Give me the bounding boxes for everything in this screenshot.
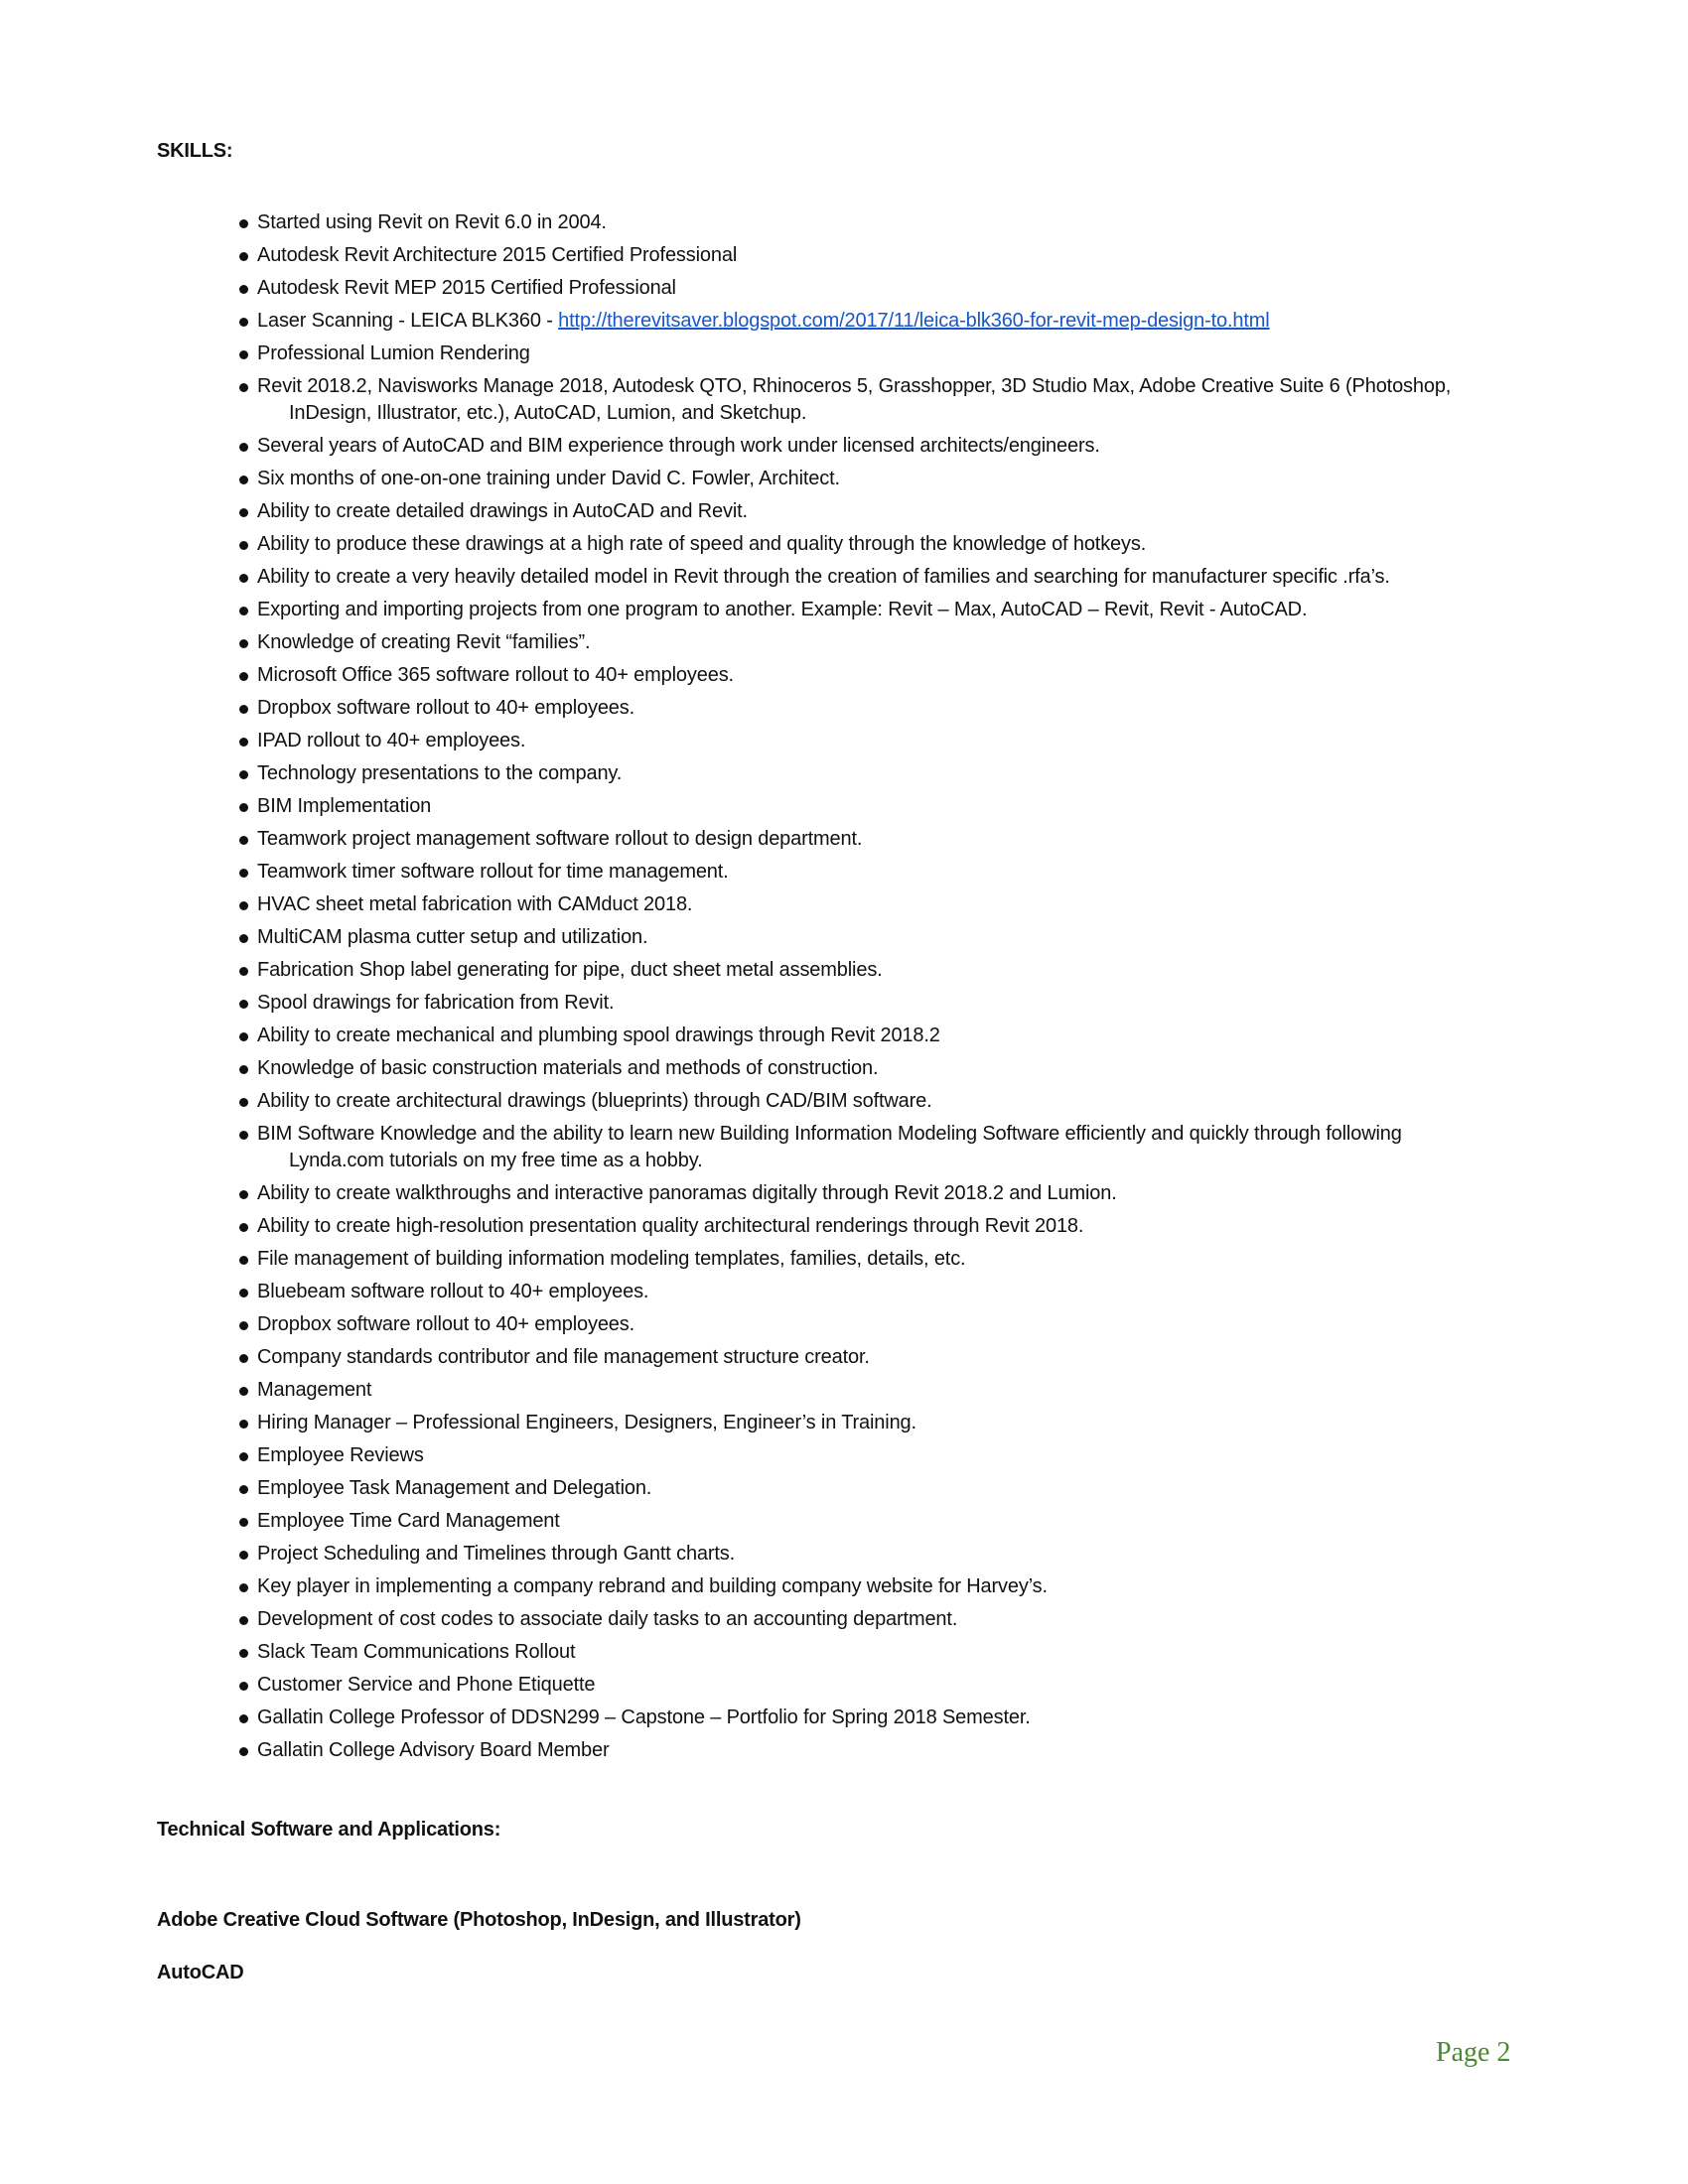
bullet-icon [239, 770, 248, 779]
bullet-icon [239, 285, 248, 294]
skill-item [0, 1180, 1688, 1213]
skill-item [0, 433, 1688, 466]
skill-text: Spool drawings for fabrication from Revit. [257, 992, 615, 1014]
skill-item [0, 1737, 1688, 1770]
skill-item [0, 957, 1688, 990]
skill-item [0, 466, 1688, 498]
bullet-icon [239, 1098, 248, 1107]
bullet-icon [239, 219, 248, 228]
skill-item [0, 373, 1688, 433]
bullet-icon [239, 967, 248, 976]
skill-text: Gallatin College Advisory Board Member [257, 1739, 610, 1761]
skill-item [0, 1279, 1688, 1311]
autocad-heading: AutoCAD [157, 1962, 244, 1983]
bullet-icon [239, 1032, 248, 1041]
skill-item [0, 1311, 1688, 1344]
skill-text: Laser Scanning - LEICA BLK360 - [257, 310, 559, 332]
skill-item [0, 1055, 1688, 1088]
skill-text: Ability to create detailed drawings in AutoCAD and Revit. [257, 500, 748, 522]
skill-text: Dropbox software rollout to 40+ employees. [257, 1313, 635, 1335]
skill-text: Development of cost codes to associate daily tasks to an accounting department. [257, 1608, 958, 1630]
skill-item [0, 242, 1688, 275]
skill-item [0, 924, 1688, 957]
skill-text: Project Scheduling and Timelines through Gantt charts. [257, 1543, 736, 1565]
skill-item [0, 1246, 1688, 1279]
skill-text: Bluebeam software rollout to 40+ employees. [257, 1281, 649, 1302]
skill-text: Ability to create a very heavily detailed model in Revit through the creation of families and searching for manufacturer specific .rfa’s. [257, 566, 1390, 588]
skill-item [0, 1639, 1688, 1672]
bullet-icon [239, 1000, 248, 1009]
skill-item [0, 1541, 1688, 1573]
skill-text: Knowledge of basic construction materials and methods of construction. [257, 1057, 879, 1079]
bullet-icon [239, 1452, 248, 1461]
skill-item [0, 1410, 1688, 1442]
skill-text: Slack Team Communications Rollout [257, 1641, 576, 1663]
skill-text: Ability to create architectural drawings (blueprints) through CAD/BIM software. [257, 1090, 932, 1112]
skill-text: Technology presentations to the company. [257, 762, 623, 784]
skill-item [0, 597, 1688, 629]
bullet-icon [239, 1223, 248, 1232]
bullet-icon [239, 443, 248, 452]
skill-item [0, 1344, 1688, 1377]
skill-item [0, 531, 1688, 564]
bullet-icon [239, 705, 248, 714]
bullet-icon [239, 639, 248, 648]
skill-text: Six months of one-on-one training under David C. Fowler, Architect. [257, 468, 840, 489]
skill-item [0, 728, 1688, 760]
bullet-icon [239, 1485, 248, 1494]
skill-text: Started using Revit on Revit 6.0 in 2004. [257, 211, 607, 233]
skill-text: Management [257, 1379, 372, 1401]
skill-item [0, 1672, 1688, 1705]
skill-text-continuation: InDesign, Illustrator, etc.), AutoCAD, Lumion, and Sketchup. [289, 402, 807, 424]
bullet-icon [239, 836, 248, 845]
bullet-icon [239, 869, 248, 878]
bullet-icon [239, 1354, 248, 1363]
technical-software-heading: Technical Software and Applications: [157, 1819, 501, 1841]
skill-item [0, 662, 1688, 695]
skill-text: Fabrication Shop label generating for pipe, duct sheet metal assemblies. [257, 959, 883, 981]
skill-text: File management of building information modeling templates, families, details, etc. [257, 1248, 966, 1270]
skill-text: Ability to produce these drawings at a high rate of speed and quality through the knowledge of hotkeys. [257, 533, 1147, 555]
bullet-icon [239, 672, 248, 681]
bullet-icon [239, 1256, 248, 1265]
skill-text: Employee Reviews [257, 1444, 424, 1466]
skill-item [0, 275, 1688, 308]
bullet-icon [239, 738, 248, 747]
bullet-icon [239, 574, 248, 583]
skill-text: Employee Time Card Management [257, 1510, 560, 1532]
bullet-icon [239, 1649, 248, 1658]
bullet-icon [239, 1190, 248, 1199]
skill-text: Key player in implementing a company rebrand and building company website for Harvey’s. [257, 1575, 1048, 1597]
bullet-icon [239, 1065, 248, 1074]
bullet-icon [239, 1420, 248, 1429]
bullet-icon [239, 476, 248, 484]
skill-text: Ability to create mechanical and plumbing spool drawings through Revit 2018.2 [257, 1024, 940, 1046]
skill-item [0, 1023, 1688, 1055]
skill-item [0, 1088, 1688, 1121]
page-number: Page 2 [1436, 2037, 1511, 2068]
skill-text: Knowledge of creating Revit “families”. [257, 631, 591, 653]
bullet-icon [239, 1289, 248, 1297]
bullet-icon [239, 1682, 248, 1691]
skill-text: Gallatin College Professor of DDSN299 – Capstone – Portfolio for Spring 2018 Semester. [257, 1706, 1031, 1728]
skill-text: Hiring Manager – Professional Engineers, Designers, Engineer’s in Training. [257, 1412, 916, 1433]
skill-item [0, 1442, 1688, 1475]
bullet-icon [239, 1321, 248, 1330]
skill-item [0, 1573, 1688, 1606]
skills-heading: SKILLS: [157, 140, 233, 162]
blog-link[interactable]: http://therevitsaver.blogspot.com/2017/11/leica-blk360-for-revit-mep-design-to.html [558, 310, 1270, 332]
skill-text: Teamwork project management software rollout to design department. [257, 828, 863, 850]
skill-item [0, 629, 1688, 662]
skill-item [0, 793, 1688, 826]
skill-text: Ability to create walkthroughs and interactive panoramas digitally through Revit 2018.2 and Lumion. [257, 1182, 1117, 1204]
bullet-icon [239, 252, 248, 261]
skill-text: Autodesk Revit MEP 2015 Certified Professional [257, 277, 676, 299]
skill-text: Company standards contributor and file management structure creator. [257, 1346, 870, 1368]
skill-text: BIM Implementation [257, 795, 432, 817]
skill-item [0, 308, 1688, 341]
skill-item [0, 1705, 1688, 1737]
skills-list [0, 209, 1688, 1770]
skill-item [0, 695, 1688, 728]
skill-item [0, 1213, 1688, 1246]
skill-item [0, 1475, 1688, 1508]
skill-text: Teamwork timer software rollout for time management. [257, 861, 729, 883]
skill-item [0, 1508, 1688, 1541]
bullet-icon [239, 901, 248, 910]
skill-item [0, 859, 1688, 891]
bullet-icon [239, 934, 248, 943]
bullet-icon [239, 1387, 248, 1396]
skill-text: Microsoft Office 365 software rollout to 40+ employees. [257, 664, 734, 686]
skill-text: HVAC sheet metal fabrication with CAMduct 2018. [257, 893, 693, 915]
bullet-icon [239, 1131, 248, 1140]
skill-item [0, 564, 1688, 597]
skill-item [0, 990, 1688, 1023]
skill-item [0, 760, 1688, 793]
bullet-icon [239, 350, 248, 359]
bullet-icon [239, 1583, 248, 1592]
adobe-software-heading: Adobe Creative Cloud Software (Photoshop, InDesign, and Illustrator) [157, 1909, 801, 1931]
skill-text: Dropbox software rollout to 40+ employees. [257, 697, 635, 719]
skill-text: Autodesk Revit Architecture 2015 Certified Professional [257, 244, 738, 266]
bullet-icon [239, 1551, 248, 1560]
skill-item [0, 209, 1688, 242]
skill-text: Revit 2018.2, Navisworks Manage 2018, Autodesk QTO, Rhinoceros 5, Grasshopper, 3D Studio Max, Adobe Creative Suite 6 (Photoshop, [257, 375, 1452, 397]
skill-item [0, 891, 1688, 924]
skill-text: BIM Software Knowledge and the ability to learn new Building Information Modeling Software efficiently and quickly through following [257, 1123, 1402, 1145]
skill-text: MultiCAM plasma cutter setup and utilization. [257, 926, 648, 948]
bullet-icon [239, 541, 248, 550]
bullet-icon [239, 1616, 248, 1625]
skill-text: Ability to create high-resolution presentation quality architectural renderings through Revit 2018. [257, 1215, 1084, 1237]
skill-item [0, 826, 1688, 859]
skill-text: Employee Task Management and Delegation. [257, 1477, 652, 1499]
bullet-icon [239, 318, 248, 327]
bullet-icon [239, 508, 248, 517]
skill-text: Exporting and importing projects from one program to another. Example: Revit – Max, AutoCAD – Revit, Revit - AutoCAD. [257, 599, 1308, 620]
bullet-icon [239, 1714, 248, 1723]
skill-text: Several years of AutoCAD and BIM experience through work under licensed architects/engineers. [257, 435, 1100, 457]
skill-text-continuation: Lynda.com tutorials on my free time as a hobby. [289, 1150, 703, 1171]
skill-item [0, 1121, 1688, 1180]
skill-text: Professional Lumion Rendering [257, 342, 530, 364]
skill-item [0, 1377, 1688, 1410]
skill-text: IPAD rollout to 40+ employees. [257, 730, 526, 751]
bullet-icon [239, 607, 248, 615]
bullet-icon [239, 1747, 248, 1756]
skill-text: Customer Service and Phone Etiquette [257, 1674, 596, 1696]
bullet-icon [239, 803, 248, 812]
skill-item [0, 498, 1688, 531]
bullet-icon [239, 1518, 248, 1527]
skill-item [0, 1606, 1688, 1639]
skill-item [0, 341, 1688, 373]
bullet-icon [239, 383, 248, 392]
